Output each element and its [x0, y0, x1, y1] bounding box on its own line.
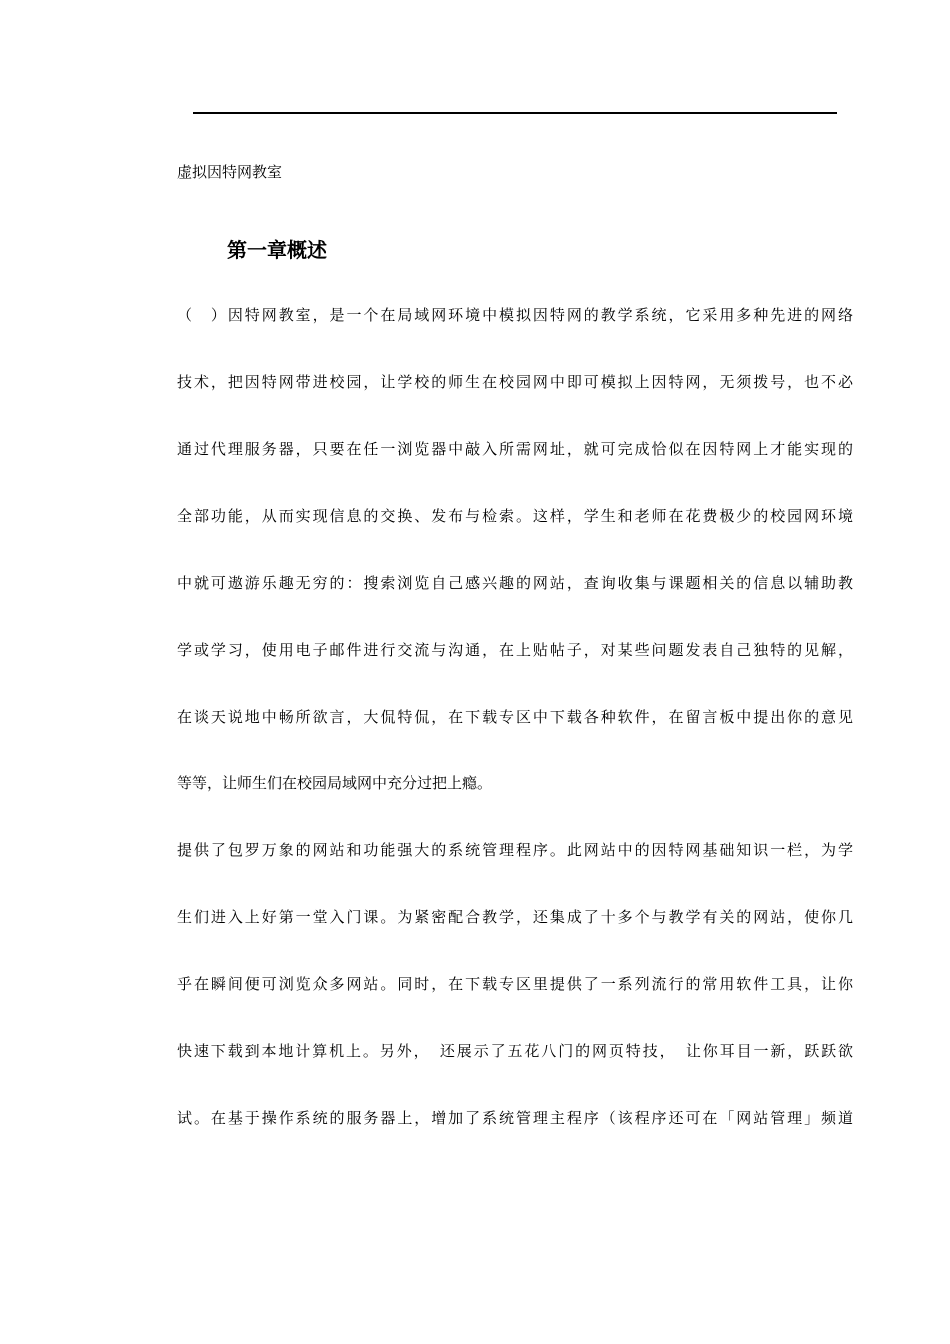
paragraph-2-line-4: 快速下载到本地计算机上。另外， 还展示了五花八门的网页特技， 让你耳目一新，跃跃欲: [177, 1042, 853, 1060]
paragraph-1-line-6: 学或学习，使用电子邮件进行交流与沟通，在上贴帖子，对某些问题发表自己独特的见解，: [177, 641, 853, 659]
paragraph-1-line-2: 技术，把因特网带进校园，让学校的师生在校园网中即可模拟上因特网，无须拨号，也不必: [177, 373, 853, 391]
paragraph-1-line-7: 在谈天说地中畅所欲言，大侃特侃，在下载专区中下载各种软件，在留言板中提出你的意见: [177, 708, 853, 726]
paragraph-1-line-3: 通过代理服务器，只要在任一浏览器中敲入所需网址，就可完成恰似在因特网上才能实现的: [177, 440, 853, 458]
paragraph-1-line-1: （ ）因特网教室，是一个在局域网环境中模拟因特网的教学系统，它采用多种先进的网络: [177, 306, 853, 324]
document-header-title: 虚拟因特网教室: [177, 163, 283, 181]
paragraph-1-line-8: 等等，让师生们在校园局域网中充分过把上瘾。: [177, 774, 493, 792]
paragraph-1-line-4: 全部功能，从而实现信息的交换、发布与检索。这样，学生和老师在花费极少的校园网环境: [177, 507, 853, 525]
paragraph-2-line-1: 提供了包罗万象的网站和功能强大的系统管理程序。此网站中的因特网基础知识一栏，为学: [177, 841, 853, 859]
header-rule: [193, 112, 837, 114]
chapter-title: 第一章概述: [227, 238, 327, 262]
paragraph-2-line-5: 试。在基于操作系统的服务器上，增加了系统管理主程序（该程序还可在「网站管理」频道: [177, 1109, 853, 1127]
paragraph-1-line-5: 中就可遨游乐趣无穷的：搜索浏览自己感兴趣的网站，查询收集与课题相关的信息以辅助教: [177, 574, 853, 592]
paragraph-2-line-3: 乎在瞬间便可浏览众多网站。同时，在下载专区里提供了一系列流行的常用软件工具，让你: [177, 975, 853, 993]
paragraph-2-line-2: 生们进入上好第一堂入门课。为紧密配合教学，还集成了十多个与教学有关的网站，使你几: [177, 908, 853, 926]
